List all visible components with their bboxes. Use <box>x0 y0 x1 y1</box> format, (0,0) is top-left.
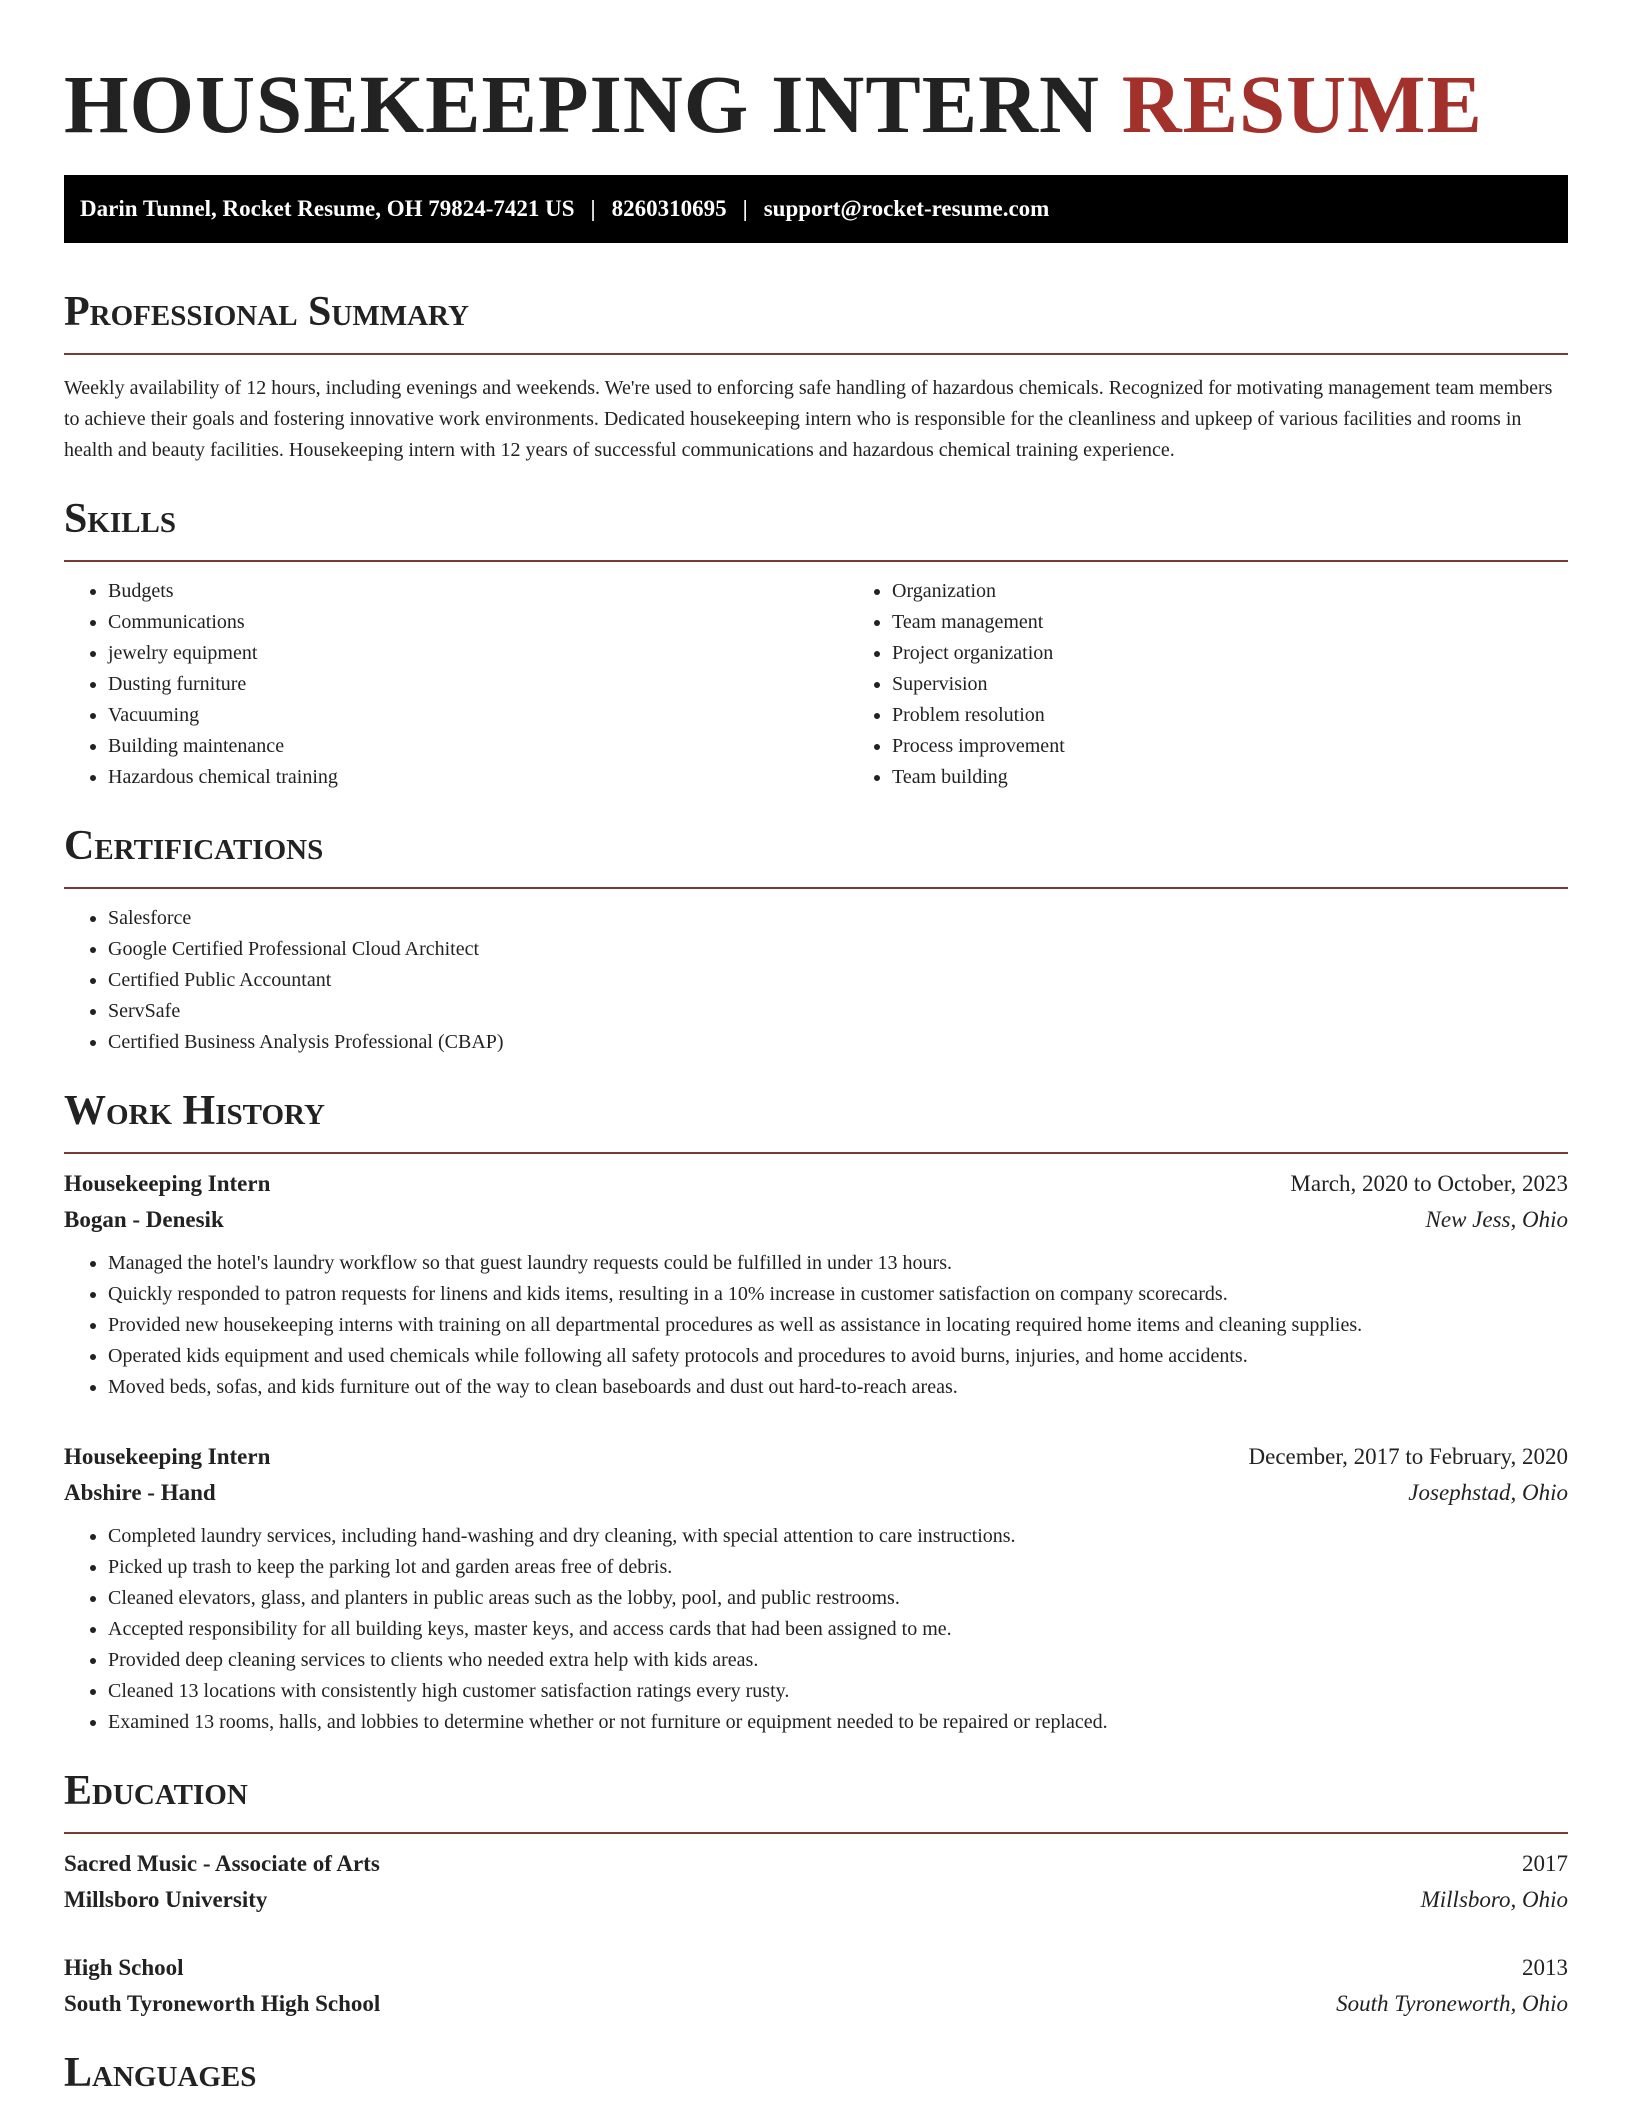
section-heading-certifications: Certifications <box>64 823 324 869</box>
skill-item: • Organization <box>892 576 1632 607</box>
job-bullet: • Quickly responded to patron requests for linens and kids items, resulting in a 10% increase in customer satisfaction on company scorecards. <box>108 1279 1568 1310</box>
title-accent: RESUME <box>1121 58 1483 150</box>
resume-page <box>64 0 1568 2098</box>
job-bullet: • Cleaned 13 locations with consistently high customer satisfaction ratings every rusty. <box>108 1676 1568 1707</box>
contact-address: Darin Tunnel, Rocket Resume, OH 79824-7421 US <box>80 196 575 221</box>
job-bullets <box>64 1248 1568 1403</box>
section-heading-education: Education <box>64 1768 248 1814</box>
education-section <box>64 1766 1568 2022</box>
certification-item: • Salesforce <box>108 903 1568 934</box>
skills-list-left <box>64 576 848 793</box>
job-bullet: • Accepted responsibility for all building keys, master keys, and access cards that had been assigned to me. <box>108 1614 1568 1645</box>
job-bullet: • Cleaned elevators, glass, and planters in public areas such as the lobby, pool, and public restrooms. <box>108 1583 1568 1614</box>
job-title: Housekeeping Intern <box>64 1171 271 1196</box>
summary-section <box>64 287 1568 466</box>
job-bullet: • Provided deep cleaning services to clients who needed extra help with kids areas. <box>108 1645 1568 1676</box>
education-entry <box>64 1846 1568 1918</box>
skill-item: • Team management <box>892 607 1632 638</box>
job-bullet: • Examined 13 rooms, halls, and lobbies to determine whether or not furniture or equipment needed to be repaired or replaced. <box>108 1707 1568 1738</box>
certification-item: • ServSafe <box>108 996 1568 1027</box>
education-school: South Tyroneworth High School <box>64 1991 381 2016</box>
job-company: Bogan - Denesik <box>64 1207 224 1232</box>
contact-separator: | <box>590 196 596 221</box>
section-divider <box>64 887 1568 889</box>
certification-item: • Google Certified Professional Cloud Architect <box>108 934 1568 965</box>
skill-item: • Problem resolution <box>892 700 1632 731</box>
education-degree: Sacred Music - Associate of Arts <box>64 1851 380 1876</box>
job-title: Housekeeping Intern <box>64 1444 271 1469</box>
job-entry <box>64 1166 1568 1403</box>
certifications-list <box>64 903 1568 1058</box>
job-bullet: • Moved beds, sofas, and kids furniture out of the way to clean baseboards and dust out hard-to-reach areas. <box>108 1372 1568 1403</box>
job-bullet: • Operated kids equipment and used chemicals while following all safety protocols and procedures to avoid burns, injuries, and home accidents. <box>108 1341 1568 1372</box>
job-dates: March, 2020 to October, 2023 <box>1290 1171 1568 1196</box>
skills-columns <box>64 576 1568 793</box>
certifications-section <box>64 821 1568 1058</box>
job-bullet: • Completed laundry services, including hand-washing and dry cleaning, with special attention to care instructions. <box>108 1521 1568 1552</box>
resume-title <box>64 58 1568 150</box>
skill-item: • Hazardous chemical training <box>108 762 848 793</box>
section-heading-skills: Skills <box>64 496 177 542</box>
contact-phone: 8260310695 <box>611 196 727 221</box>
job-bullet: • Managed the hotel's laundry workflow so that guest laundry requests could be fulfilled in under 13 hours. <box>108 1248 1568 1279</box>
contact-email: support@rocket-resume.com <box>763 196 1050 221</box>
section-divider <box>64 1832 1568 1834</box>
skill-item: • jewelry equipment <box>108 638 848 669</box>
education-year: 2017 <box>1522 1851 1568 1876</box>
job-location: New Jess, Ohio <box>1425 1207 1568 1232</box>
section-heading-summary: Professional Summary <box>64 289 469 335</box>
contact-separator: | <box>742 196 748 221</box>
skill-item: • Building maintenance <box>108 731 848 762</box>
section-heading-languages: Languages <box>64 2050 257 2096</box>
skills-list-right <box>848 576 1632 793</box>
section-divider <box>64 1152 1568 1154</box>
education-year: 2013 <box>1522 1955 1568 1980</box>
skill-item: • Supervision <box>892 669 1632 700</box>
section-divider <box>64 353 1568 355</box>
summary-text: Weekly availability of 12 hours, including evenings and weekends. We're used to enforcing safe handling of hazardous chemicals. Recognized for motivating management team members to achieve their goals and fostering innovative work environments. Dedicated housekeeping intern who is responsible for the cleanliness and upkeep of various facilities and rooms in health and beauty facilities. Housekeeping intern with 12 years of successful communications and hazardous chemical training experience. <box>64 377 1553 461</box>
languages-section <box>64 2048 1568 2098</box>
education-location: South Tyroneworth, Ohio <box>1336 1991 1568 2016</box>
skill-item: • Process improvement <box>892 731 1632 762</box>
job-company: Abshire - Hand <box>64 1480 216 1505</box>
skill-item: • Project organization <box>892 638 1632 669</box>
job-bullet: • Provided new housekeeping interns with training on all departmental procedures as well as assistance in locating required home items and cleaning supplies. <box>108 1310 1568 1341</box>
contact-bar <box>64 175 1568 243</box>
skill-item: • Team building <box>892 762 1632 793</box>
skill-item: • Dusting furniture <box>108 669 848 700</box>
skill-item: • Vacuuming <box>108 700 848 731</box>
title-main: HOUSEKEEPING INTERN <box>64 58 1100 150</box>
skills-section <box>64 494 1568 793</box>
skill-item: • Communications <box>108 607 848 638</box>
skill-item: • Budgets <box>108 576 848 607</box>
job-dates: December, 2017 to February, 2020 <box>1248 1444 1568 1469</box>
job-bullet: • Picked up trash to keep the parking lot and garden areas free of debris. <box>108 1552 1568 1583</box>
section-heading-work-history: Work History <box>64 1088 325 1134</box>
job-bullets <box>64 1521 1568 1738</box>
education-entry <box>64 1950 1568 2022</box>
section-divider <box>64 560 1568 562</box>
education-location: Millsboro, Ohio <box>1420 1887 1568 1912</box>
education-degree: High School <box>64 1955 184 1980</box>
certification-item: • Certified Public Accountant <box>108 965 1568 996</box>
job-location: Josephstad, Ohio <box>1408 1480 1568 1505</box>
certification-item: • Certified Business Analysis Professional (CBAP) <box>108 1027 1568 1058</box>
work-history-section <box>64 1086 1568 1738</box>
education-school: Millsboro University <box>64 1887 268 1912</box>
job-entry <box>64 1439 1568 1738</box>
